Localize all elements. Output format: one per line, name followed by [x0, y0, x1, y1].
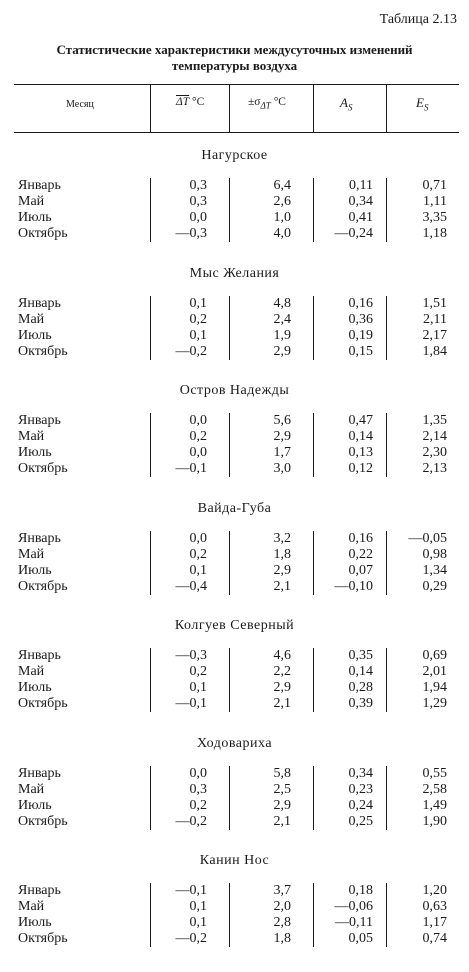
sigma-cell: 3,0	[273, 461, 291, 476]
sigma-cell: 2,9	[273, 563, 291, 578]
sigma-cell: 1,9	[273, 328, 291, 343]
month-cell: Июль	[18, 210, 52, 225]
mean-dt-cell: —0,1	[175, 883, 207, 898]
asymmetry-cell: 0,14	[348, 664, 373, 679]
month-cell: Октябрь	[18, 461, 68, 476]
table-row	[0, 899, 469, 915]
month-cell: Май	[18, 429, 45, 444]
excess-cell: 2,14	[422, 429, 447, 444]
month-cell: Октябрь	[18, 344, 68, 359]
header-as-main: A	[340, 95, 348, 110]
sigma-cell: 2,9	[273, 680, 291, 695]
asymmetry-cell: —0,10	[334, 579, 373, 594]
sigma-cell: 2,1	[273, 579, 291, 594]
month-cell: Май	[18, 312, 45, 327]
station-name: Нагурское	[201, 148, 268, 163]
asymmetry-cell: 0,13	[348, 445, 373, 460]
sigma-cell: 4,8	[273, 296, 291, 311]
sigma-cell: 2,1	[273, 696, 291, 711]
mean-dt-cell: 0,2	[189, 312, 207, 327]
station-section	[0, 148, 469, 265]
sigma-cell: 2,6	[273, 194, 291, 209]
excess-cell: 1,17	[422, 915, 447, 930]
month-cell: Январь	[18, 413, 61, 428]
table-row	[0, 429, 469, 445]
station-rows	[0, 883, 469, 947]
asymmetry-cell: —0,11	[335, 915, 373, 930]
station-rows	[0, 766, 469, 830]
asymmetry-cell: 0,19	[348, 328, 373, 343]
month-cell: Июль	[18, 563, 52, 578]
excess-cell: 0,63	[422, 899, 447, 914]
header-month: Месяц	[66, 99, 94, 110]
mean-dt-cell: —0,2	[175, 814, 207, 829]
table-row	[0, 296, 469, 312]
sigma-cell: 6,4	[273, 178, 291, 193]
excess-cell: 1,11	[423, 194, 447, 209]
table-row	[0, 413, 469, 429]
month-cell: Январь	[18, 531, 61, 546]
sigma-cell: 2,1	[273, 814, 291, 829]
sigma-cell: 2,5	[273, 782, 291, 797]
mean-dt-cell: 0,1	[189, 328, 207, 343]
mean-dt-cell: 0,0	[189, 766, 207, 781]
month-cell: Июль	[18, 445, 52, 460]
month-cell: Январь	[18, 178, 61, 193]
table-row	[0, 563, 469, 579]
sigma-cell: 2,2	[273, 664, 291, 679]
asymmetry-cell: 0,41	[348, 210, 373, 225]
excess-cell: 2,13	[422, 461, 447, 476]
table-row	[0, 579, 469, 595]
month-cell: Июль	[18, 798, 52, 813]
header-sigma-prefix: ±σ	[248, 96, 261, 108]
station-rows	[0, 413, 469, 477]
mean-dt-cell: 0,0	[189, 210, 207, 225]
table-row	[0, 461, 469, 477]
asymmetry-cell: —0,06	[334, 899, 373, 914]
header-dt-unit: °C	[189, 96, 205, 108]
month-cell: Январь	[18, 883, 61, 898]
sigma-cell: 3,2	[273, 531, 291, 546]
station-name: Вайда-Губа	[197, 501, 272, 516]
asymmetry-cell: 0,12	[348, 461, 373, 476]
table-row	[0, 915, 469, 931]
month-cell: Январь	[18, 648, 61, 663]
station-section	[0, 618, 469, 735]
table-row	[0, 344, 469, 360]
month-cell: Май	[18, 547, 45, 562]
asymmetry-cell: 0,05	[348, 931, 373, 946]
asymmetry-cell: 0,35	[348, 648, 373, 663]
sigma-cell: 2,9	[273, 429, 291, 444]
asymmetry-cell: 0,28	[348, 680, 373, 695]
station-section	[0, 501, 469, 618]
table-row	[0, 798, 469, 814]
mean-dt-cell: 0,3	[189, 178, 207, 193]
excess-cell: 2,30	[422, 445, 447, 460]
mean-dt-cell: 0,1	[189, 915, 207, 930]
table-row	[0, 178, 469, 194]
table-row	[0, 814, 469, 830]
station-name: Колгуев Северный	[174, 618, 295, 633]
header-sigma-unit: °C	[270, 96, 286, 108]
mean-dt-cell: 0,2	[189, 429, 207, 444]
excess-cell: 2,17	[422, 328, 447, 343]
station-name: Мыс Желания	[189, 266, 280, 281]
header-as-sub: S	[347, 102, 353, 113]
table-row	[0, 210, 469, 226]
mean-dt-cell: 0,1	[189, 899, 207, 914]
table-row	[0, 766, 469, 782]
asymmetry-cell: 0,25	[348, 814, 373, 829]
excess-cell: 1,35	[422, 413, 447, 428]
month-cell: Май	[18, 664, 45, 679]
mean-dt-cell: —0,2	[175, 931, 207, 946]
mean-dt-cell: —0,1	[175, 696, 207, 711]
mean-dt-cell: —0,4	[175, 579, 207, 594]
month-cell: Июль	[18, 915, 52, 930]
table-row	[0, 226, 469, 242]
excess-cell: 1,34	[422, 563, 447, 578]
sigma-cell: 4,0	[273, 226, 291, 241]
mean-dt-cell: 0,0	[189, 413, 207, 428]
caption-line-1: Статистические характеристики междусуточных изменений	[56, 42, 413, 57]
month-cell: Май	[18, 194, 45, 209]
asymmetry-cell: 0,18	[348, 883, 373, 898]
station-name: Остров Надежды	[179, 383, 290, 398]
asymmetry-cell: 0,14	[348, 429, 373, 444]
sigma-cell: 2,9	[273, 344, 291, 359]
asymmetry-cell: 0,47	[348, 413, 373, 428]
excess-cell: 0,71	[422, 178, 447, 193]
mean-dt-cell: 0,3	[189, 194, 207, 209]
month-cell: Июль	[18, 680, 52, 695]
station-name: Ходовариха	[196, 736, 273, 751]
table-row	[0, 782, 469, 798]
asymmetry-cell: 0,34	[348, 766, 373, 781]
station-section	[0, 736, 469, 853]
excess-cell: 1,51	[422, 296, 447, 311]
sigma-cell: 3,7	[273, 883, 291, 898]
mean-dt-cell: —0,1	[175, 461, 207, 476]
station-rows	[0, 648, 469, 712]
mean-dt-cell: 0,0	[189, 445, 207, 460]
month-cell: Январь	[18, 296, 61, 311]
excess-cell: 1,84	[422, 344, 447, 359]
asymmetry-cell: 0,15	[348, 344, 373, 359]
sigma-cell: 2,4	[273, 312, 291, 327]
table-row	[0, 312, 469, 328]
sigma-cell: 5,8	[273, 766, 291, 781]
sigma-cell: 1,8	[273, 931, 291, 946]
asymmetry-cell: 0,24	[348, 798, 373, 813]
table-row	[0, 531, 469, 547]
table-row	[0, 883, 469, 899]
asymmetry-cell: 0,07	[348, 563, 373, 578]
mean-dt-cell: —0,3	[175, 226, 207, 241]
table-row	[0, 680, 469, 696]
month-cell: Октябрь	[18, 931, 68, 946]
excess-cell: 0,69	[422, 648, 447, 663]
month-cell: Январь	[18, 766, 61, 781]
table-row	[0, 547, 469, 563]
mean-dt-cell: 0,1	[189, 296, 207, 311]
station-section	[0, 266, 469, 383]
asymmetry-cell: 0,34	[348, 194, 373, 209]
mean-dt-cell: 0,2	[189, 664, 207, 679]
header-es-main: E	[416, 95, 424, 110]
asymmetry-cell: 0,16	[348, 531, 373, 546]
station-rows	[0, 296, 469, 360]
header-sigma-sub: ΔT	[260, 100, 271, 111]
station-name: Канин Нос	[199, 853, 270, 868]
mean-dt-cell: —0,3	[175, 648, 207, 663]
month-cell: Май	[18, 782, 45, 797]
month-cell: Октябрь	[18, 814, 68, 829]
excess-cell: 1,90	[422, 814, 447, 829]
sigma-cell: 1,7	[273, 445, 291, 460]
mean-dt-cell: 0,0	[189, 531, 207, 546]
excess-cell: 1,29	[422, 696, 447, 711]
excess-cell: 0,55	[422, 766, 447, 781]
excess-cell: 0,74	[422, 931, 447, 946]
month-cell: Октябрь	[18, 696, 68, 711]
table-row	[0, 445, 469, 461]
month-cell: Октябрь	[18, 579, 68, 594]
excess-cell: 2,11	[423, 312, 447, 327]
excess-cell: 3,35	[422, 210, 447, 225]
asymmetry-cell: 0,16	[348, 296, 373, 311]
station-section	[0, 853, 469, 970]
station-rows	[0, 531, 469, 595]
sigma-cell: 1,8	[273, 547, 291, 562]
station-rows	[0, 178, 469, 242]
month-cell: Июль	[18, 328, 52, 343]
excess-cell: 1,18	[422, 226, 447, 241]
asymmetry-cell: 0,36	[348, 312, 373, 327]
mean-dt-cell: 0,3	[189, 782, 207, 797]
table-row	[0, 664, 469, 680]
asymmetry-cell: 0,11	[349, 178, 373, 193]
mean-dt-cell: 0,1	[189, 680, 207, 695]
mean-dt-cell: 0,1	[189, 563, 207, 578]
excess-cell: 1,20	[422, 883, 447, 898]
table-row	[0, 648, 469, 664]
month-cell: Октябрь	[18, 226, 68, 241]
excess-cell: 0,98	[422, 547, 447, 562]
table-row	[0, 931, 469, 947]
excess-cell: 0,29	[422, 579, 447, 594]
month-cell: Май	[18, 899, 45, 914]
mean-dt-cell: 0,2	[189, 798, 207, 813]
table-row	[0, 696, 469, 712]
mean-dt-cell: —0,2	[175, 344, 207, 359]
sigma-cell: 2,9	[273, 798, 291, 813]
header-es-sub: S	[423, 102, 429, 113]
asymmetry-cell: 0,39	[348, 696, 373, 711]
excess-cell: 1,49	[422, 798, 447, 813]
sigma-cell: 2,8	[273, 915, 291, 930]
excess-cell: 2,58	[422, 782, 447, 797]
asymmetry-cell: 0,22	[348, 547, 373, 562]
excess-cell: —0,05	[408, 531, 447, 546]
sigma-cell: 1,0	[273, 210, 291, 225]
asymmetry-cell: —0,24	[334, 226, 373, 241]
excess-cell: 1,94	[422, 680, 447, 695]
excess-cell: 2,01	[422, 664, 447, 679]
sigma-cell: 5,6	[273, 413, 291, 428]
table-row	[0, 328, 469, 344]
table-row	[0, 194, 469, 210]
mean-dt-cell: 0,2	[189, 547, 207, 562]
sigma-cell: 4,6	[273, 648, 291, 663]
table-number: Таблица 2.13	[379, 12, 457, 27]
station-section	[0, 383, 469, 500]
caption-line-2: температуры воздуха	[171, 58, 298, 73]
header-dt-symbol: $\overline{\Delta T}$	[176, 96, 190, 108]
sigma-cell: 2,0	[273, 899, 291, 914]
asymmetry-cell: 0,23	[348, 782, 373, 797]
